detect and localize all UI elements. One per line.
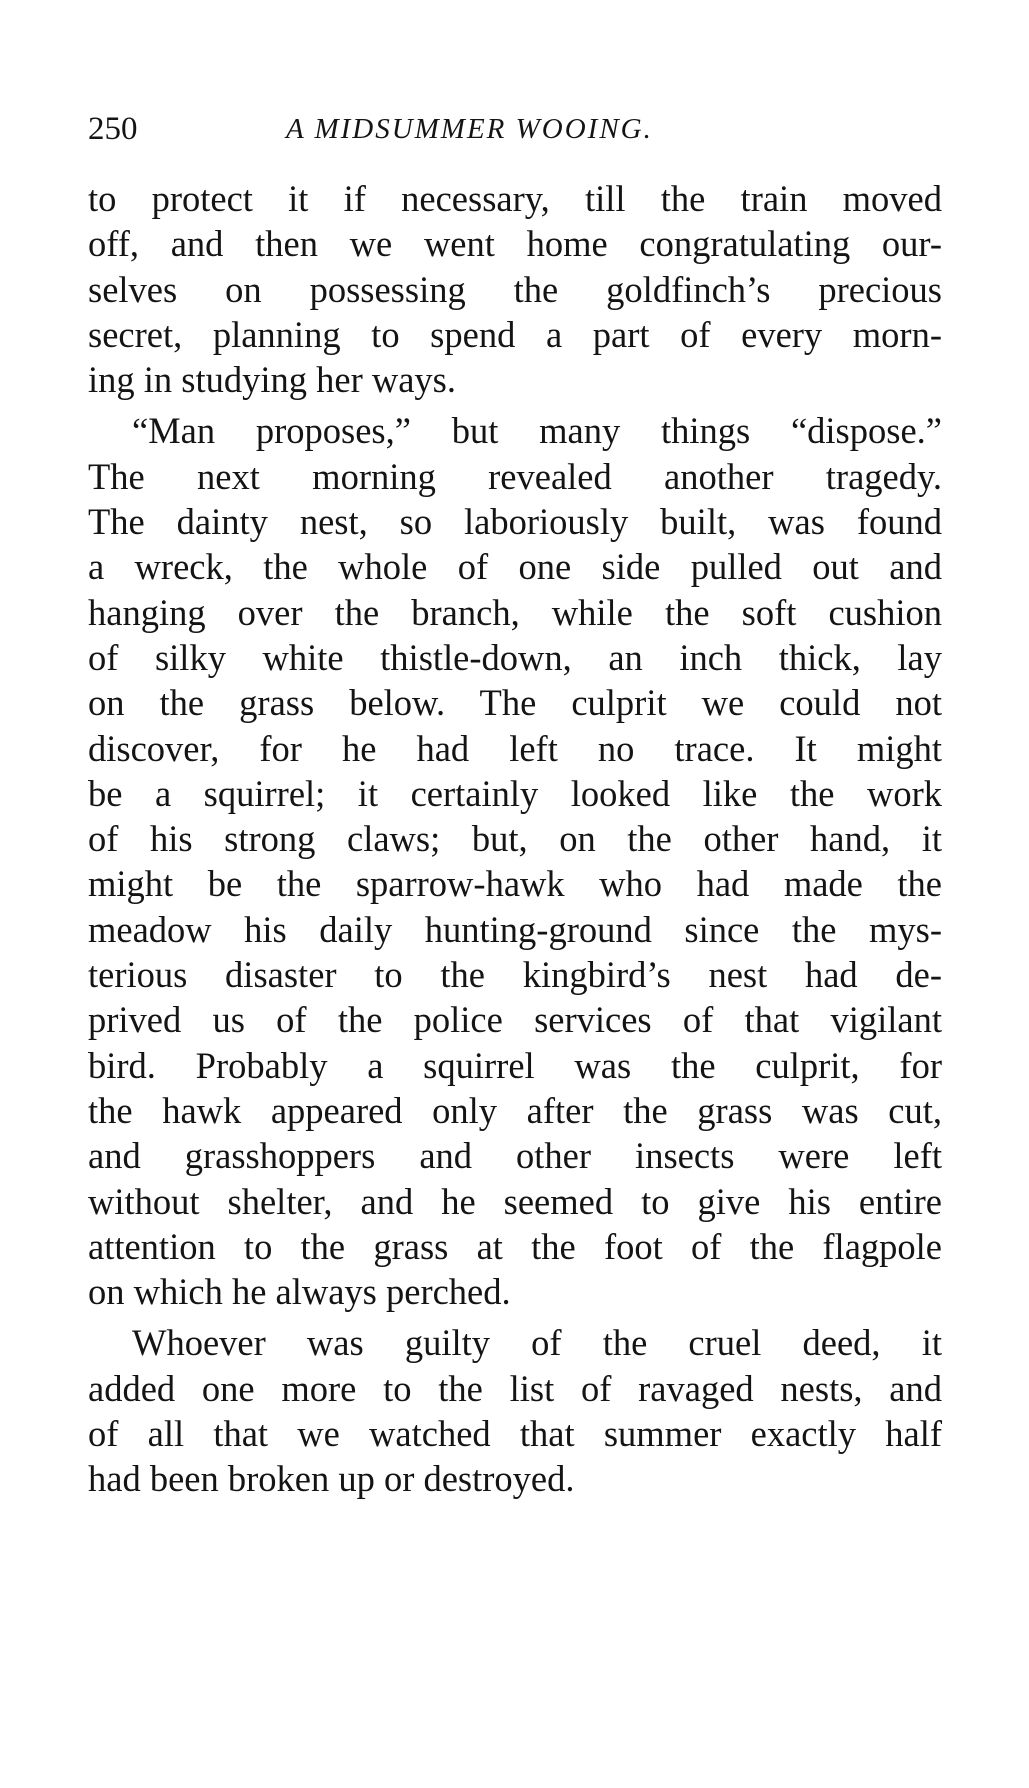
text-line: and grasshoppers and other insects were left bbox=[88, 1135, 942, 1177]
text-line: prived us of the police services of that vigilant bbox=[88, 999, 942, 1041]
text-line: of his strong claws; but, on the other hand, it bbox=[88, 818, 942, 860]
text-line: a wreck, the whole of one side pulled out and bbox=[88, 546, 942, 588]
running-title: A MIDSUMMER WOOING. bbox=[286, 113, 653, 145]
text-line: of silky white thistle-down, an inch thick, lay bbox=[88, 636, 942, 678]
text-line: might be the sparrow-hawk who had made the bbox=[88, 863, 942, 905]
paragraph-2 bbox=[88, 408, 942, 1314]
text-line: secret, planning to spend a part of every morn- bbox=[88, 313, 942, 355]
text-line: selves on possessing the goldfinch’s precious bbox=[88, 268, 942, 310]
paragraph-3 bbox=[88, 1320, 942, 1501]
paragraph-1 bbox=[88, 176, 942, 402]
body-text bbox=[88, 176, 942, 1502]
text-line: the hawk appeared only after the grass was cut, bbox=[88, 1089, 942, 1131]
text-line: on the grass below. The culprit we could not bbox=[88, 682, 942, 724]
text-line: “Man proposes,” but many things “dispose.” bbox=[132, 410, 942, 452]
text-line: ing in studying her ways. bbox=[88, 359, 457, 401]
text-line: terious disaster to the kingbird’s nest had de- bbox=[88, 954, 942, 996]
text-line: had been broken up or destroyed. bbox=[88, 1458, 575, 1500]
text-line: bird. Probably a squirrel was the culprit, for bbox=[88, 1044, 942, 1086]
text-line: be a squirrel; it certainly looked like the work bbox=[88, 772, 942, 814]
text-line: meadow his daily hunting-ground since the mys- bbox=[88, 908, 942, 950]
text-line: on which he always perched. bbox=[88, 1271, 511, 1313]
text-line: without shelter, and he seemed to give his entire bbox=[88, 1180, 942, 1222]
text-line: hanging over the branch, while the soft cushion bbox=[88, 591, 942, 633]
text-line: attention to the grass at the foot of the flagpole bbox=[88, 1225, 942, 1267]
text-line: added one more to the list of ravaged nests, and bbox=[88, 1367, 942, 1409]
page-header bbox=[88, 104, 968, 154]
text-line: The dainty nest, so laboriously built, was found bbox=[88, 501, 942, 543]
text-line: off, and then we went home congratulating our- bbox=[88, 223, 942, 265]
text-line: Whoever was guilty of the cruel deed, it bbox=[132, 1322, 942, 1364]
text-line: discover, for he had left no trace. It might bbox=[88, 727, 942, 769]
text-line: The next morning revealed another tragedy. bbox=[88, 455, 942, 497]
text-line: of all that we watched that summer exactly half bbox=[88, 1413, 942, 1455]
page-number: 250 bbox=[88, 111, 138, 147]
text-line: to protect it if necessary, till the train moved bbox=[88, 178, 942, 219]
